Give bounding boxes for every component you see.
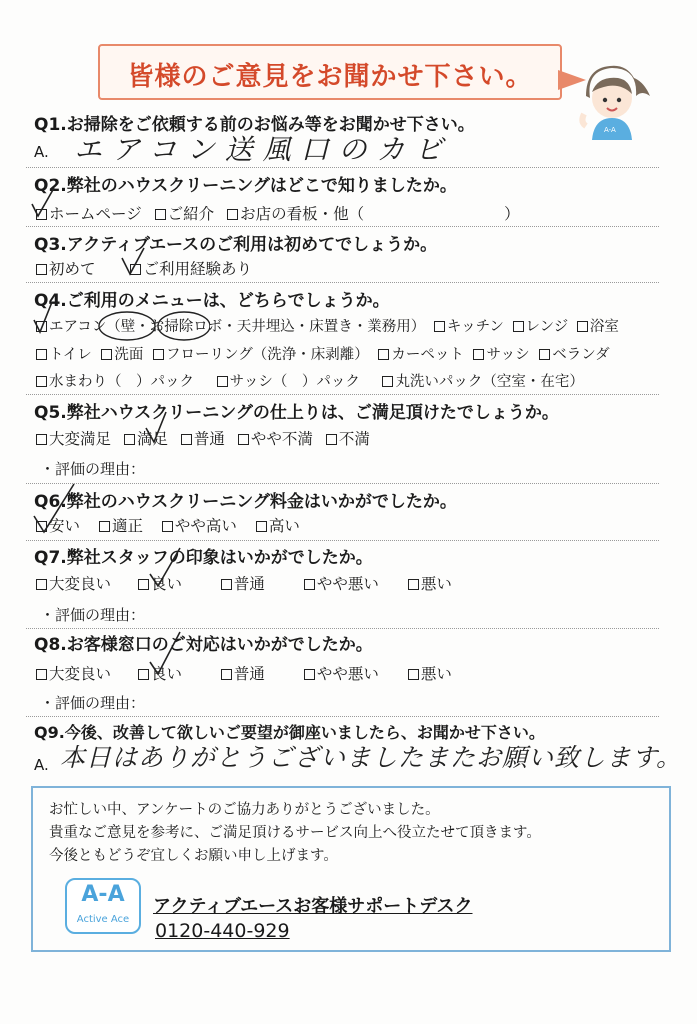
divider bbox=[26, 226, 659, 227]
q2-option-homepage[interactable]: ホームページ bbox=[36, 202, 142, 224]
checkbox-icon bbox=[539, 349, 550, 360]
q5-options bbox=[36, 427, 378, 449]
checkbox-icon bbox=[227, 209, 238, 220]
checkbox-icon bbox=[221, 669, 232, 680]
q3-option-returning[interactable]: ご利用経験あり bbox=[130, 257, 252, 279]
checkmark-icon bbox=[146, 630, 186, 678]
q4-option-kitchen[interactable]: キッチン bbox=[434, 315, 504, 336]
checkbox-icon bbox=[256, 521, 267, 532]
support-desk-title: アクティブエースお客様サポートデスク bbox=[153, 896, 473, 917]
q3-question: Q3.アクティブエースのご利用は初めてでしょうか。 bbox=[34, 235, 438, 255]
checkbox-icon bbox=[36, 376, 47, 387]
active-ace-logo bbox=[65, 878, 141, 934]
q4-option-aircon[interactable]: エアコン（壁・お掃除ロボ・天井埋込・床置き・業務用） bbox=[36, 315, 425, 336]
checkbox-icon bbox=[217, 376, 228, 387]
checkbox-icon bbox=[101, 349, 112, 360]
divider bbox=[26, 716, 659, 717]
q9-question: Q9.今後、改善して欲しいご要望が御座いましたら、お聞かせ下さい。 bbox=[34, 723, 545, 742]
q4-option-full-pack[interactable]: 丸洗いパック（空室・在宅） bbox=[382, 370, 584, 391]
q8-options bbox=[36, 662, 460, 684]
checkbox-icon bbox=[162, 521, 173, 532]
checkbox-icon bbox=[181, 434, 192, 445]
checkbox-icon bbox=[577, 321, 588, 332]
q6-option-fair[interactable]: 適正 bbox=[99, 514, 143, 536]
q7-option-normal[interactable]: 普通 bbox=[221, 572, 265, 594]
q8-reason-label: ・評価の理由： bbox=[40, 694, 146, 712]
logo-mark: A-A bbox=[81, 882, 125, 907]
checkbox-icon bbox=[36, 579, 47, 590]
page-title: 皆様のご意見をお聞かせ下さい。 bbox=[127, 62, 533, 92]
checkmark-icon bbox=[118, 246, 148, 278]
divider bbox=[26, 167, 659, 168]
checkbox-icon bbox=[326, 434, 337, 445]
q6-option-expensive[interactable]: 高い bbox=[256, 514, 300, 536]
q5-question: Q5.弊社ハウスクリーニングの仕上りは、ご満足頂けたでしょうか。 bbox=[34, 403, 559, 423]
q4-options-row2 bbox=[36, 343, 610, 364]
checkbox-icon bbox=[304, 579, 315, 590]
q8-option-good[interactable]: 良い bbox=[138, 662, 182, 684]
q5-option-satisfied[interactable]: 満足 bbox=[124, 427, 168, 449]
footer-regards-line: 今後ともどうぞ宜しくお願い申し上げます。 bbox=[49, 848, 338, 864]
q5-option-normal[interactable]: 普通 bbox=[181, 427, 225, 449]
support-phone-number[interactable]: 0120-440-929 bbox=[155, 920, 290, 942]
footer-thanks-line: お忙しい中、アンケートのご協力ありがとうございました。 bbox=[49, 802, 440, 818]
checkbox-icon bbox=[124, 434, 135, 445]
checkbox-icon bbox=[434, 321, 445, 332]
q1-answer-label: A. bbox=[34, 143, 49, 161]
q5-reason-label: ・評価の理由： bbox=[40, 460, 146, 478]
checkbox-icon bbox=[304, 669, 315, 680]
mascot-girl-illustration bbox=[572, 60, 654, 140]
checkbox-icon bbox=[513, 321, 524, 332]
q4-option-water-pack[interactable]: 水まわり（ ）パック bbox=[36, 370, 194, 391]
q4-option-sash-pack[interactable]: サッシ（ ）パック bbox=[217, 370, 360, 391]
checkbox-icon bbox=[36, 434, 47, 445]
divider bbox=[26, 483, 659, 484]
checkbox-icon bbox=[153, 349, 164, 360]
checkmark-icon bbox=[30, 482, 80, 536]
logo-text: Active Ace bbox=[76, 914, 130, 925]
q7-reason-label: ・評価の理由： bbox=[40, 606, 146, 624]
q4-option-sash[interactable]: サッシ bbox=[473, 343, 529, 364]
checkbox-icon bbox=[221, 579, 232, 590]
q3-option-first-time[interactable]: 初めて bbox=[36, 257, 96, 279]
checkbox-icon bbox=[238, 434, 249, 445]
checkbox-icon bbox=[36, 349, 47, 360]
q9-answer-label: A. bbox=[34, 756, 49, 774]
checkbox-icon bbox=[99, 521, 110, 532]
q2-option-other[interactable]: お店の看板・他（ ） bbox=[227, 202, 520, 224]
q4-option-toilet[interactable]: トイレ bbox=[36, 343, 92, 364]
footer-feedback-line: 貴重なご意見を参考に、ご満足頂けるサービス向上へ役立たせて頂きます。 bbox=[49, 825, 541, 841]
svg-text:A-A: A-A bbox=[604, 126, 616, 134]
q8-option-bad[interactable]: 悪い bbox=[408, 662, 452, 684]
q7-option-bad[interactable]: 悪い bbox=[408, 572, 452, 594]
q8-option-very-good[interactable]: 大変良い bbox=[36, 662, 111, 684]
divider bbox=[26, 282, 659, 283]
q2-option-referral[interactable]: ご紹介 bbox=[155, 202, 215, 224]
q5-option-very-satisfied[interactable]: 大変満足 bbox=[36, 427, 111, 449]
q9-handwritten-answer: 本日はありがとうございましたまたお願い致します。 bbox=[60, 743, 683, 772]
q6-option-cheap[interactable]: 安い bbox=[36, 514, 80, 536]
checkmark-icon bbox=[142, 410, 172, 446]
checkbox-icon bbox=[155, 209, 166, 220]
checkbox-icon bbox=[408, 669, 419, 680]
checkbox-icon bbox=[36, 264, 47, 275]
q6-question: Q6.弊社のハウスクリーニング料金はいかがでしたか。 bbox=[34, 492, 457, 512]
q2-options bbox=[36, 202, 528, 224]
q4-option-veranda[interactable]: ベランダ bbox=[539, 343, 609, 364]
q4-question: Q4.ご利用のメニューは、どちらでしょうか。 bbox=[34, 291, 390, 311]
q7-options bbox=[36, 572, 460, 594]
q5-option-somewhat-dissatisfied[interactable]: やや不満 bbox=[238, 427, 313, 449]
checkmark-and-circle-icon bbox=[30, 300, 210, 344]
divider bbox=[26, 394, 659, 395]
q1-question: Q1.お掃除をご依頼する前のお悩み等をお聞かせ下さい。 bbox=[34, 115, 475, 135]
divider bbox=[26, 628, 659, 629]
q8-option-somewhat-bad[interactable]: やや悪い bbox=[304, 662, 379, 684]
checkmark-icon bbox=[146, 546, 186, 590]
q4-option-washroom[interactable]: 洗面 bbox=[101, 343, 143, 364]
q1-handwritten-answer: エアコン送風口のカビ bbox=[74, 133, 453, 166]
q6-option-somewhat-expensive[interactable]: やや高い bbox=[162, 514, 237, 536]
q7-option-very-good[interactable]: 大変良い bbox=[36, 572, 111, 594]
q4-option-bathroom[interactable]: 浴室 bbox=[577, 315, 619, 336]
q4-options-row3 bbox=[36, 370, 584, 391]
q4-option-flooring[interactable]: フローリング（洗浄・床剥離） bbox=[153, 343, 369, 364]
q8-option-normal[interactable]: 普通 bbox=[221, 662, 265, 684]
q4-option-carpet[interactable]: カーペット bbox=[378, 343, 464, 364]
q7-option-good[interactable]: 良い bbox=[138, 572, 182, 594]
checkmark-icon bbox=[28, 186, 58, 220]
title-banner bbox=[98, 44, 562, 100]
q4-option-range[interactable]: レンジ bbox=[513, 315, 569, 336]
q7-question: Q7.弊社スタッフの印象はいかがでしたか。 bbox=[34, 548, 373, 568]
q8-question: Q8.お客様窓口のご対応はいかがでしたか。 bbox=[34, 635, 373, 655]
checkbox-icon bbox=[473, 349, 484, 360]
checkbox-icon bbox=[408, 579, 419, 590]
checkbox-icon bbox=[378, 349, 389, 360]
divider bbox=[26, 540, 659, 541]
checkbox-icon bbox=[36, 669, 47, 680]
q7-option-somewhat-bad[interactable]: やや悪い bbox=[304, 572, 379, 594]
q2-question: Q2.弊社のハウスクリーニングはどこで知りましたか。 bbox=[34, 176, 457, 196]
q5-option-dissatisfied[interactable]: 不満 bbox=[326, 427, 370, 449]
checkbox-icon bbox=[382, 376, 393, 387]
footer-box bbox=[31, 786, 671, 952]
